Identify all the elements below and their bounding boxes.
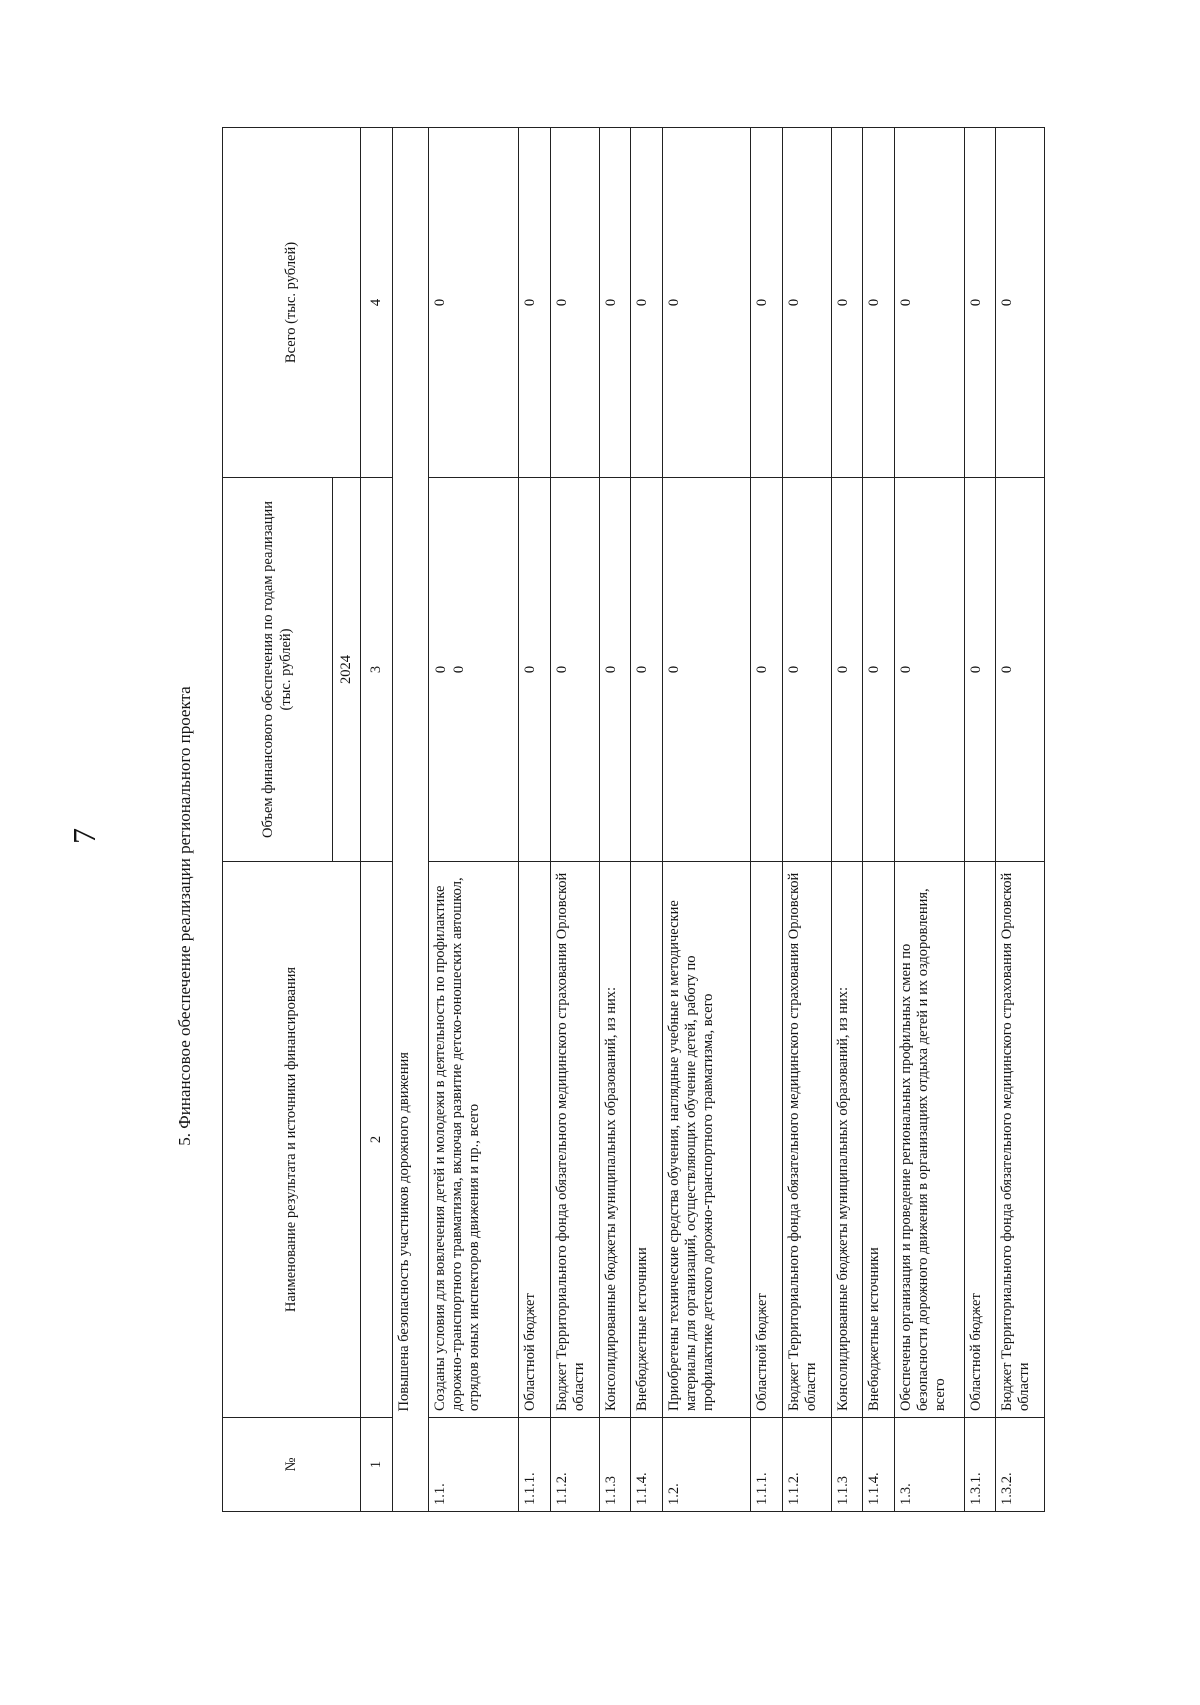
- financing-table: [222, 127, 1045, 1512]
- row-value-total: 0: [831, 128, 863, 478]
- row-num: 1.2.: [662, 1418, 751, 1512]
- row-value-2024: 0: [599, 478, 631, 862]
- row-num: 1.1.3: [599, 1418, 631, 1512]
- row-value-2024: 0: [996, 478, 1045, 862]
- row-name: Областной бюджет: [964, 862, 996, 1418]
- table-row: [894, 128, 964, 1512]
- row-value-total: 0: [428, 128, 519, 478]
- table-row: [519, 128, 551, 1512]
- row-value-2024-a: 0: [432, 665, 449, 674]
- row-value-2024: 0: [964, 478, 996, 862]
- table-row: [428, 128, 519, 1512]
- row-num: 1.3.1.: [964, 1418, 996, 1512]
- row-value-total: 0: [894, 128, 964, 478]
- row-value-total: 0: [550, 128, 599, 478]
- index-cell: 1: [361, 1418, 393, 1512]
- row-value-2024: 0: [783, 478, 832, 862]
- header-year: 2024: [333, 478, 361, 862]
- row-value-total: 0: [599, 128, 631, 478]
- row-value-total: 0: [996, 128, 1045, 478]
- row-value-total: 0: [662, 128, 751, 478]
- row-value-2024: 0: [831, 478, 863, 862]
- row-value-total: 0: [863, 128, 895, 478]
- page-number: 7: [66, 828, 102, 844]
- index-cell: 2: [361, 862, 393, 1418]
- row-value-2024: 0: [751, 478, 783, 862]
- header-name: Наименование результата и источники финансирования: [223, 862, 361, 1418]
- row-name: Бюджет Территориального фонда обязательного медицинского страхования Орловской области: [996, 862, 1045, 1418]
- row-num: 1.3.: [894, 1418, 964, 1512]
- table-row: [751, 128, 783, 1512]
- row-name: Приобретены технические средства обучения, наглядные учебные и методические материалы для организаций, осуществляющих обучение детей, работу по профилактике детского дорожно-транспортного травматизма, всего: [662, 862, 751, 1418]
- table-row: [964, 128, 996, 1512]
- index-row: [361, 128, 393, 1512]
- section-num-cell: [392, 1418, 428, 1512]
- row-value-2024: 0: [863, 478, 895, 862]
- header-total: Всего (тыс. рублей): [223, 128, 361, 478]
- index-cell: 3: [361, 478, 393, 862]
- table-row: [783, 128, 832, 1512]
- row-num: 1.1.1.: [519, 1418, 551, 1512]
- row-name: Обеспечены организация и проведение региональных профильных смен по безопасности дорожного движения в организациях отдыха детей и их оздоровления, всего: [894, 862, 964, 1418]
- row-num: 1.1.4.: [631, 1418, 663, 1512]
- table-row: [599, 128, 631, 1512]
- row-name: Внебюджетные источники: [631, 862, 663, 1418]
- row-value-2024: 0: [662, 478, 751, 862]
- row-value-2024: 0: [550, 478, 599, 862]
- table-row: [662, 128, 751, 1512]
- table-row: [550, 128, 599, 1512]
- table-row: [831, 128, 863, 1512]
- table-row: [996, 128, 1045, 1512]
- row-value-2024-b: 0: [450, 665, 467, 674]
- header-row: [223, 128, 333, 1512]
- header-num: №: [223, 1418, 361, 1512]
- row-name: Консолидированные бюджеты муниципальных образований, из них:: [831, 862, 863, 1418]
- row-value-2024: 0: [519, 478, 551, 862]
- header-volume: Объем финансового обеспечения по годам реализации (тыс. рублей): [223, 478, 333, 862]
- row-num: 1.1.2.: [783, 1418, 832, 1512]
- row-value-2024: 0: [894, 478, 964, 862]
- row-value-total: 0: [964, 128, 996, 478]
- section-row: [392, 128, 428, 1512]
- section-title: Повышена безопасность участников дорожного движения: [392, 128, 428, 1418]
- row-value-total: 0: [631, 128, 663, 478]
- row-name: Бюджет Территориального фонда обязательного медицинского страхования Орловской области: [783, 862, 832, 1418]
- page-title: 5. Финансовое обеспечение реализации регионального проекта: [175, 686, 194, 1146]
- row-value-total: 0: [519, 128, 551, 478]
- row-name: Областной бюджет: [519, 862, 551, 1418]
- row-value-2024: 0: [631, 478, 663, 862]
- row-num: 1.1.4.: [863, 1418, 895, 1512]
- row-name: Внебюджетные источники: [863, 862, 895, 1418]
- table-row: [631, 128, 663, 1512]
- row-value-total: 0: [783, 128, 832, 478]
- index-cell: 4: [361, 128, 393, 478]
- row-num: 1.1.1.: [751, 1418, 783, 1512]
- row-num: 1.1.: [428, 1418, 519, 1512]
- row-name: Бюджет Территориального фонда обязательного медицинского страхования Орловской области: [550, 862, 599, 1418]
- row-name: Областной бюджет: [751, 862, 783, 1418]
- row-num: 1.1.3: [831, 1418, 863, 1512]
- financing-table-container: [222, 128, 1045, 1512]
- row-name: Консолидированные бюджеты муниципальных образований, из них:: [599, 862, 631, 1418]
- row-num: 1.1.2.: [550, 1418, 599, 1512]
- row-value-total: 0: [751, 128, 783, 478]
- row-value-2024: [428, 478, 519, 862]
- row-name: Созданы условия для вовлечения детей и молодежи в деятельность по профилактике дорожно-транспортного травматизма, включая развитие детско-юношеских автошкол, отрядов юных инспекторов движения и пр., всего: [428, 862, 519, 1418]
- row-num: 1.3.2.: [996, 1418, 1045, 1512]
- table-row: [863, 128, 895, 1512]
